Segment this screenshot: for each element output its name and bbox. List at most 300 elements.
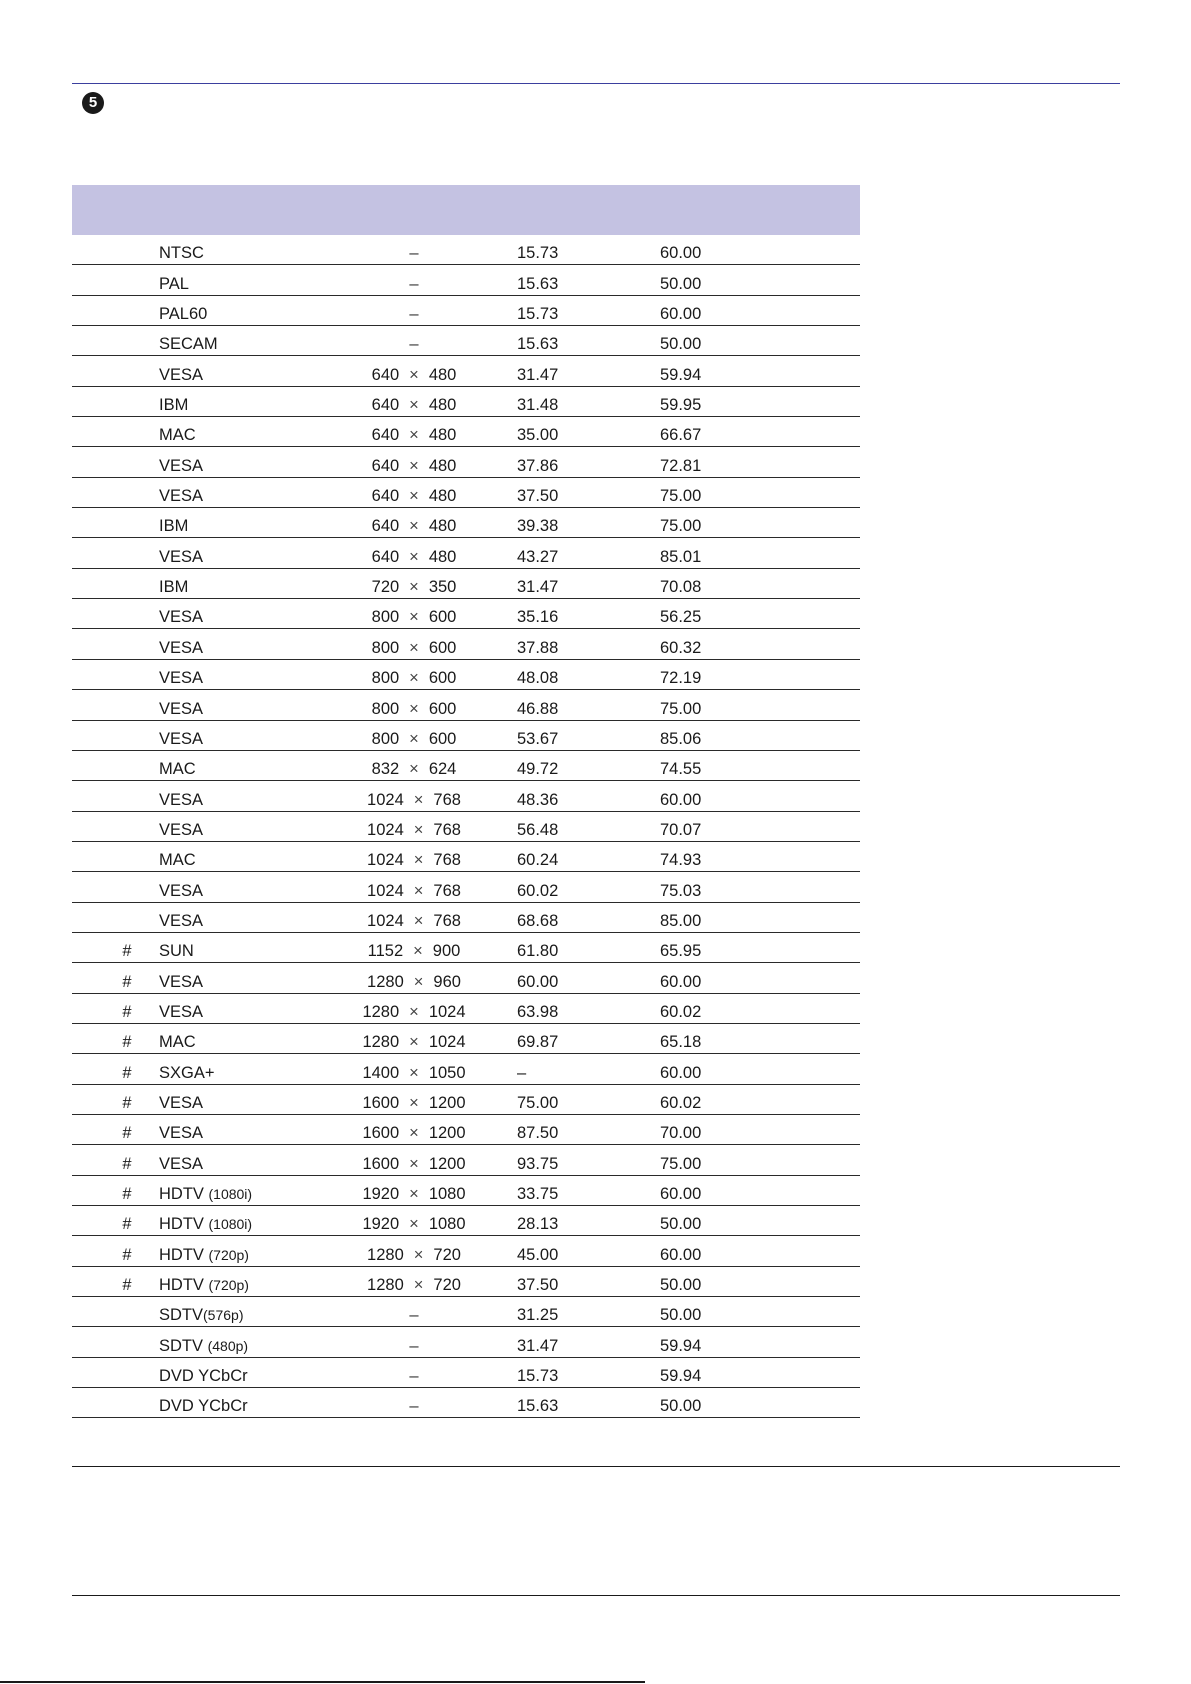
- table-row: [72, 387, 860, 417]
- signal-label: VESA: [159, 699, 204, 718]
- signal-label: VESA: [159, 1093, 204, 1112]
- h-frequency: 75.00: [517, 1093, 559, 1112]
- table-row: [72, 265, 860, 295]
- resolution-height: 600: [428, 638, 457, 657]
- h-frequency: 15.63: [517, 335, 559, 354]
- v-frequency: 60.32: [660, 638, 702, 657]
- resolution: [342, 759, 486, 779]
- resolution-width: 1920: [362, 1185, 400, 1203]
- resolution-width: 640: [371, 456, 400, 475]
- times-icon: ×: [409, 608, 419, 627]
- signal-name: [159, 304, 207, 324]
- table-row: [72, 1085, 860, 1115]
- resolution: [342, 1123, 486, 1143]
- resolution-height: 900: [432, 942, 461, 961]
- signal-name: [159, 1002, 203, 1022]
- resolution: [342, 456, 486, 476]
- table-row: [72, 1115, 860, 1145]
- h-frequency: 46.88: [517, 699, 559, 718]
- h-frequency: 60.00: [517, 972, 559, 991]
- dash-icon: –: [409, 305, 419, 324]
- table-row: [72, 569, 860, 599]
- h-frequency: 15.63: [517, 1397, 559, 1416]
- resolution-height: 960: [433, 972, 461, 991]
- signal-label: NTSC: [159, 244, 204, 263]
- signal-name: [159, 1396, 248, 1416]
- v-frequency: 75.00: [660, 1154, 702, 1173]
- times-icon: ×: [409, 1033, 419, 1052]
- h-frequency: 37.86: [517, 456, 559, 475]
- signal-name: [159, 547, 203, 567]
- signal-name: [159, 1245, 249, 1265]
- signal-format: (480p): [207, 1337, 249, 1354]
- resolution-width: 640: [371, 517, 400, 536]
- signal-label: PAL: [159, 274, 189, 293]
- h-frequency: 53.67: [517, 729, 559, 748]
- signal-label: VESA: [159, 790, 204, 809]
- resolution-width: 640: [371, 396, 400, 415]
- resolution-height: 768: [433, 820, 461, 839]
- h-frequency: 37.50: [517, 487, 559, 506]
- signal-name: [159, 425, 196, 445]
- v-frequency: 85.01: [660, 547, 702, 566]
- resolution-height: 480: [428, 426, 457, 445]
- resolution: [342, 274, 486, 294]
- h-frequency: 68.68: [517, 911, 559, 930]
- resolution-width: 1024: [367, 790, 404, 809]
- row-mark: #: [122, 1185, 132, 1203]
- table-row: [72, 903, 860, 933]
- times-icon: ×: [409, 365, 419, 384]
- resolution-width: 1600: [362, 1154, 400, 1173]
- bottom-divider-upper: [72, 1466, 1120, 1467]
- resolution: [342, 1275, 486, 1295]
- times-icon: ×: [409, 547, 419, 566]
- h-frequency: 63.98: [517, 1002, 559, 1021]
- resolution-height: 768: [433, 851, 461, 870]
- signal-format: (1080i): [208, 1186, 253, 1202]
- resolution-height: 480: [428, 547, 457, 566]
- row-mark: #: [122, 1154, 132, 1173]
- signal-label: VESA: [159, 365, 204, 384]
- signal-label: VESA: [159, 638, 204, 657]
- resolution-width: 800: [371, 729, 400, 748]
- section-number-badge: 5: [82, 92, 104, 114]
- resolution-width: 1024: [367, 881, 404, 900]
- signal-label: HDTV: [159, 1276, 209, 1295]
- table-row: [72, 356, 860, 386]
- dash-icon: –: [409, 1397, 419, 1416]
- signal-label: VESA: [159, 972, 204, 991]
- resolution: [342, 911, 486, 931]
- resolution-width: 720: [371, 578, 400, 597]
- v-frequency: 75.00: [660, 487, 702, 506]
- resolution: [342, 1366, 486, 1386]
- resolution-width: 1024: [367, 820, 404, 839]
- table-row: [72, 690, 860, 720]
- table-row: [72, 1267, 860, 1297]
- times-icon: ×: [409, 699, 419, 718]
- resolution-width: 640: [371, 487, 400, 506]
- resolution-height: 1200: [428, 1124, 466, 1143]
- times-icon: ×: [409, 669, 419, 688]
- table-row: [72, 599, 860, 629]
- table-row: [72, 781, 860, 811]
- table-row: [72, 629, 860, 659]
- h-frequency: 56.48: [517, 820, 559, 839]
- signal-name: [159, 456, 203, 476]
- signal-label: DVD YCbCr: [159, 1367, 248, 1386]
- resolution: [342, 790, 486, 810]
- resolution: [342, 1002, 486, 1022]
- h-frequency: 15.73: [517, 305, 559, 324]
- table-row: [72, 812, 860, 842]
- resolution-height: 600: [428, 669, 457, 688]
- resolution-height: 480: [428, 517, 457, 536]
- signal-format: (1080i): [208, 1216, 253, 1233]
- dash-icon: –: [409, 244, 419, 263]
- signal-format: (720p): [208, 1246, 249, 1263]
- signal-label: VESA: [159, 487, 204, 506]
- signal-name: [159, 486, 203, 506]
- signal-label: SDTV: [159, 1306, 204, 1325]
- table-row: [72, 296, 860, 326]
- v-frequency: 85.06: [660, 729, 702, 748]
- resolution-height: 1200: [428, 1093, 466, 1112]
- v-frequency: 60.00: [660, 1245, 702, 1264]
- h-frequency: 43.27: [517, 547, 559, 566]
- v-frequency: 59.94: [660, 1367, 702, 1386]
- times-icon: ×: [409, 517, 419, 536]
- resolution-width: 800: [371, 638, 400, 657]
- signal-name: [159, 1093, 203, 1113]
- resolution-width: 1024: [367, 851, 404, 870]
- signal-label: IBM: [159, 578, 189, 597]
- resolution-height: 768: [433, 911, 461, 930]
- resolution: [342, 425, 486, 445]
- resolution-height: 624: [428, 760, 457, 779]
- resolution-width: 1920: [362, 1215, 400, 1234]
- resolution: [342, 1154, 486, 1174]
- signal-name: [159, 365, 203, 385]
- signal-name: [159, 1063, 215, 1083]
- signal-format: (720p): [208, 1277, 249, 1294]
- v-frequency: 60.00: [660, 244, 702, 263]
- signal-label: VESA: [159, 911, 204, 930]
- h-frequency: 31.25: [517, 1306, 559, 1325]
- table-row: [72, 933, 860, 963]
- v-frequency: 75.00: [660, 517, 702, 536]
- h-frequency: 31.48: [517, 396, 559, 415]
- times-icon: ×: [409, 1002, 419, 1021]
- table-row: [72, 508, 860, 538]
- times-icon: ×: [413, 1276, 424, 1295]
- v-frequency: 74.55: [660, 760, 702, 779]
- times-icon: ×: [409, 1124, 419, 1143]
- signal-label: SECAM: [159, 335, 218, 354]
- times-icon: ×: [413, 1245, 424, 1264]
- signal-name: [159, 699, 203, 719]
- signal-name: [159, 334, 218, 354]
- table-row: [72, 1145, 860, 1175]
- h-frequency: 35.16: [517, 608, 559, 627]
- signal-name: [159, 243, 204, 263]
- bottom-divider-lower: [72, 1595, 1120, 1596]
- times-icon: ×: [413, 972, 424, 991]
- v-frequency: 50.00: [660, 274, 702, 293]
- h-frequency: 31.47: [517, 578, 559, 597]
- v-frequency: 70.07: [660, 820, 702, 839]
- resolution-width: 1280: [367, 1276, 404, 1295]
- v-frequency: 85.00: [660, 911, 702, 930]
- table-header-band: [72, 185, 860, 235]
- resolution-width: 832: [371, 760, 400, 779]
- table-row: [72, 1297, 860, 1327]
- times-icon: ×: [409, 1215, 419, 1234]
- resolution: [342, 304, 486, 324]
- v-frequency: 70.00: [660, 1124, 702, 1143]
- resolution-height: 1080: [428, 1185, 466, 1203]
- signal-name: [159, 638, 203, 658]
- signal-label: HDTV: [159, 1215, 209, 1234]
- signal-name: [159, 607, 203, 627]
- resolution: [342, 668, 486, 688]
- v-frequency: 65.18: [660, 1033, 702, 1052]
- h-frequency: 39.38: [517, 517, 559, 536]
- signal-label: PAL60: [159, 305, 208, 324]
- table-row: [72, 1054, 860, 1084]
- table-row: [72, 538, 860, 568]
- resolution-height: 600: [428, 608, 457, 627]
- resolution-height: 768: [433, 881, 461, 900]
- signal-label: SUN: [159, 942, 194, 961]
- v-frequency: 50.00: [660, 1215, 702, 1234]
- resolution: [342, 577, 486, 597]
- h-frequency: –: [517, 1063, 527, 1082]
- resolution-height: 1024: [428, 1033, 466, 1052]
- v-frequency: 74.93: [660, 851, 702, 870]
- resolution: [342, 1245, 486, 1265]
- resolution: [342, 395, 486, 415]
- v-frequency: 59.94: [660, 365, 702, 384]
- h-frequency: 45.00: [517, 1245, 559, 1264]
- signal-name: [159, 1123, 203, 1143]
- resolution: [342, 1336, 486, 1356]
- resolution-height: 480: [428, 456, 457, 475]
- table-row: [72, 326, 860, 356]
- resolution: [342, 729, 486, 749]
- table-row: [72, 447, 860, 477]
- h-frequency: 48.08: [517, 669, 559, 688]
- resolution: [342, 1184, 486, 1204]
- signal-name: [159, 1275, 249, 1295]
- signal-name: [159, 1336, 248, 1356]
- times-icon: ×: [413, 790, 424, 809]
- signal-label: IBM: [159, 396, 189, 415]
- signal-label: VESA: [159, 881, 204, 900]
- dash-icon: –: [409, 335, 419, 354]
- v-frequency: 50.00: [660, 335, 702, 354]
- h-frequency: 93.75: [517, 1154, 559, 1173]
- table-row: [72, 1358, 860, 1388]
- h-frequency: 60.24: [517, 851, 559, 870]
- signal-name: [159, 972, 203, 992]
- resolution-width: 800: [371, 608, 400, 627]
- table-row: [72, 1327, 860, 1357]
- signal-name: [159, 1305, 243, 1325]
- table-row: [72, 417, 860, 447]
- row-mark: #: [122, 1215, 132, 1234]
- resolution-width: 800: [371, 669, 400, 688]
- resolution-width: 1600: [362, 1124, 400, 1143]
- v-frequency: 60.00: [660, 1185, 702, 1203]
- signal-name: [159, 1366, 248, 1386]
- times-icon: ×: [409, 729, 419, 748]
- signal-name: [159, 729, 203, 749]
- footer-rule: [0, 1681, 645, 1683]
- times-icon: ×: [409, 638, 419, 657]
- signal-name: [159, 516, 188, 536]
- table-row: [72, 1388, 860, 1418]
- times-icon: ×: [409, 396, 419, 415]
- resolution-height: 1024: [428, 1002, 466, 1021]
- signal-name: [159, 1184, 252, 1204]
- times-icon: ×: [413, 851, 424, 870]
- h-frequency: 31.47: [517, 365, 559, 384]
- signal-label: VESA: [159, 669, 204, 688]
- signal-label: DVD YCbCr: [159, 1397, 248, 1416]
- times-icon: ×: [413, 942, 423, 961]
- resolution-width: 1600: [362, 1093, 400, 1112]
- row-mark: #: [122, 1063, 132, 1082]
- table-row: [72, 1024, 860, 1054]
- h-frequency: 35.00: [517, 426, 559, 445]
- resolution-height: 480: [428, 365, 457, 384]
- v-frequency: 60.00: [660, 1063, 702, 1082]
- signal-name: [159, 850, 196, 870]
- h-frequency: 31.47: [517, 1336, 559, 1355]
- v-frequency: 72.19: [660, 669, 702, 688]
- resolution-height: 768: [433, 790, 461, 809]
- resolution-width: 1280: [367, 972, 404, 991]
- table-row: [72, 478, 860, 508]
- v-frequency: 59.95: [660, 396, 702, 415]
- v-frequency: 60.00: [660, 790, 702, 809]
- times-icon: ×: [409, 426, 419, 445]
- resolution: [342, 243, 486, 263]
- row-mark: #: [122, 972, 132, 991]
- row-mark: #: [122, 1033, 132, 1052]
- h-frequency: 15.73: [517, 1367, 559, 1386]
- signal-label: VESA: [159, 547, 204, 566]
- dash-icon: –: [409, 274, 419, 293]
- times-icon: ×: [413, 911, 424, 930]
- resolution-height: 720: [433, 1245, 461, 1264]
- table-row: [72, 1236, 860, 1266]
- resolution: [342, 1214, 486, 1234]
- signal-label: SXGA+: [159, 1063, 215, 1082]
- signal-label: MAC: [159, 760, 196, 779]
- table-row: [72, 660, 860, 690]
- signal-label: VESA: [159, 820, 204, 839]
- row-mark: #: [122, 1276, 132, 1295]
- row-mark: #: [122, 1124, 132, 1143]
- resolution-width: 1152: [367, 942, 404, 961]
- resolution-height: 1050: [428, 1063, 466, 1082]
- v-frequency: 60.00: [660, 305, 702, 324]
- signal-label: MAC: [159, 851, 196, 870]
- resolution: [342, 820, 486, 840]
- table-row: [72, 1176, 860, 1206]
- signal-label: VESA: [159, 729, 204, 748]
- signal-label: SDTV: [159, 1336, 208, 1355]
- resolution-width: 1400: [362, 1063, 400, 1082]
- table-row: [72, 994, 860, 1024]
- resolution: [342, 1396, 486, 1416]
- signal-name: [159, 1154, 203, 1174]
- times-icon: ×: [413, 881, 424, 900]
- resolution-width: 640: [371, 547, 400, 566]
- v-frequency: 60.02: [660, 1093, 702, 1112]
- times-icon: ×: [409, 1063, 419, 1082]
- row-mark: #: [122, 1093, 132, 1112]
- resolution-height: 720: [433, 1276, 461, 1295]
- signal-name: [159, 911, 203, 931]
- table-row: [72, 872, 860, 902]
- v-frequency: 75.03: [660, 881, 702, 900]
- times-icon: ×: [409, 1154, 419, 1173]
- resolution-width: 1280: [362, 1002, 400, 1021]
- resolution: [342, 638, 486, 658]
- v-frequency: 56.25: [660, 608, 702, 627]
- signal-label: VESA: [159, 608, 204, 627]
- h-frequency: 49.72: [517, 760, 559, 779]
- resolution: [342, 516, 486, 536]
- signal-label: MAC: [159, 426, 196, 445]
- resolution: [342, 334, 486, 354]
- resolution-height: 480: [428, 396, 457, 415]
- resolution-width: 640: [371, 365, 400, 384]
- signal-label: HDTV: [159, 1245, 209, 1264]
- resolution-width: 1280: [367, 1245, 404, 1264]
- signal-name: [159, 577, 188, 597]
- h-frequency: 15.73: [517, 244, 559, 263]
- resolution: [342, 1093, 486, 1113]
- resolution: [342, 941, 486, 961]
- v-frequency: 60.00: [660, 972, 702, 991]
- signal-name: [159, 274, 189, 294]
- resolution-height: 350: [428, 578, 457, 597]
- signal-name: [159, 759, 196, 779]
- resolution-height: 1080: [428, 1215, 466, 1234]
- v-frequency: 50.00: [660, 1306, 702, 1325]
- h-frequency: 87.50: [517, 1124, 559, 1143]
- resolution: [342, 699, 486, 719]
- signal-label: VESA: [159, 1124, 204, 1143]
- row-mark: #: [122, 1245, 132, 1264]
- signal-name: [159, 820, 203, 840]
- resolution: [342, 1063, 486, 1083]
- signal-name: [159, 941, 194, 961]
- resolution-width: 800: [371, 699, 400, 718]
- resolution: [342, 365, 486, 385]
- signal-name: [159, 881, 203, 901]
- resolution-width: 640: [371, 426, 400, 445]
- v-frequency: 59.94: [660, 1336, 702, 1355]
- times-icon: ×: [409, 578, 419, 597]
- signal-name: [159, 1032, 196, 1052]
- resolution-height: 600: [428, 699, 457, 718]
